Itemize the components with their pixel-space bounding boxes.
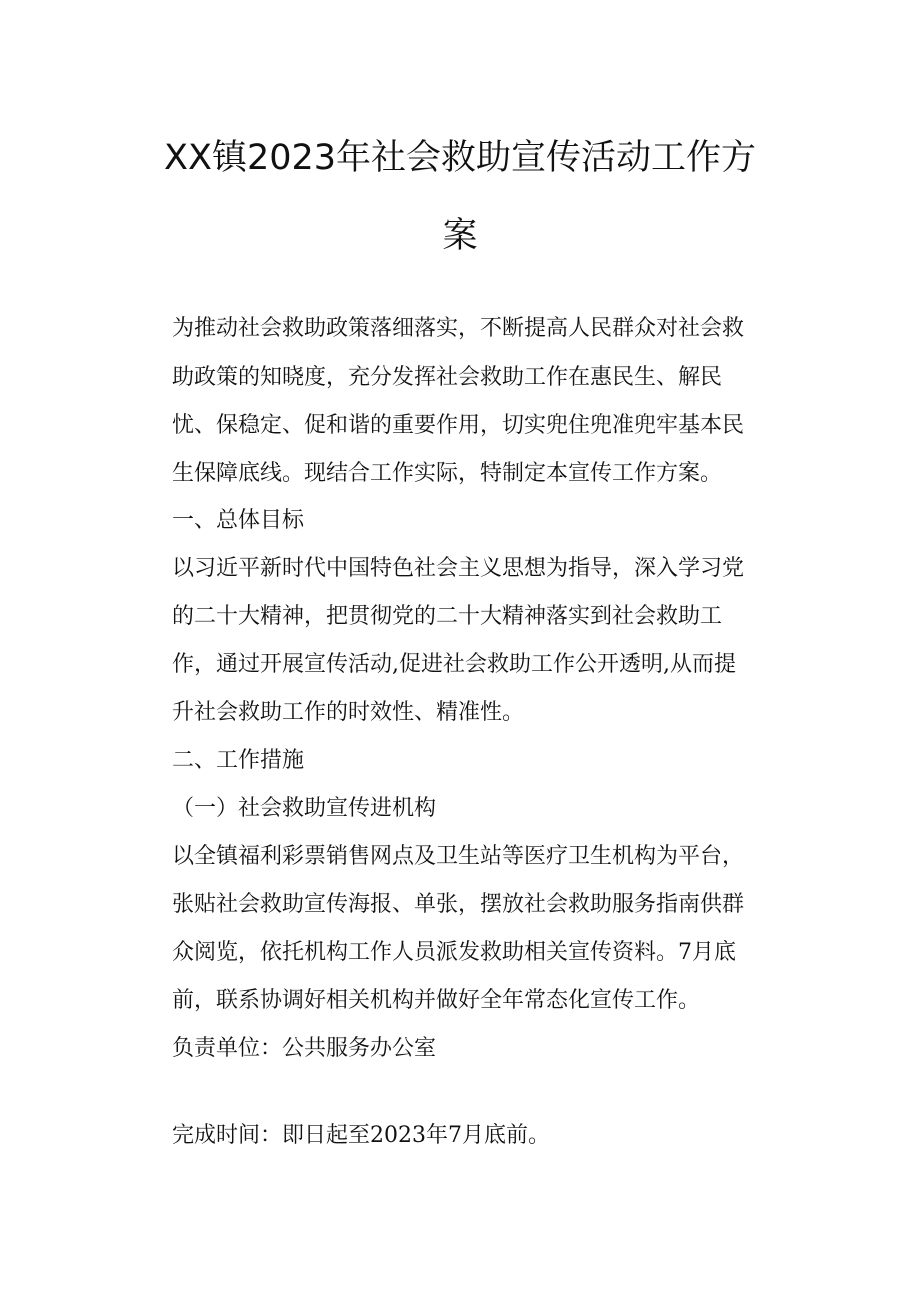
section-heading-measures: 二、工作措施 (172, 748, 305, 773)
document-title-line-1: XX镇2023年社会救助宣传活动工作方 (163, 138, 757, 178)
intro-paragraph-line-4: 生保障底线。现结合工作实际，特制定本宣传工作方案。 (172, 461, 723, 486)
intro-paragraph-line-3: 忧、保稳定、促和谐的重要作用，切实兜住兜准兜牢基本民 (172, 413, 745, 438)
goals-paragraph-line-3: 作，通过开展宣传活动,促进社会救助工作公开透明,从而提 (172, 652, 736, 677)
goals-paragraph-line-4: 升社会救助工作的时效性、精准性。 (172, 700, 525, 725)
intro-paragraph-line-1: 为推动社会救助政策落细落实，不断提高人民群众对社会救 (172, 316, 745, 341)
section-heading-goals: 一、总体目标 (172, 508, 305, 533)
subsection-heading-institutions: （一）社会救助宣传进机构 (172, 796, 437, 821)
goals-paragraph-line-2: 的二十大精神，把贯彻党的二十大精神落实到社会救助工 (172, 604, 723, 629)
completion-time: 完成时间：即日起至2023年7月底前。 (172, 1123, 550, 1148)
intro-paragraph-line-2: 助政策的知晓度，充分发挥社会救助工作在惠民生、解民 (172, 365, 723, 390)
goals-paragraph-line-1: 以习近平新时代中国特色社会主义思想为指导，深入学习党 (172, 556, 745, 581)
responsible-unit: 负责单位：公共服务办公室 (172, 1036, 437, 1061)
measures-paragraph-line-4: 前，联系协调好相关机构并做好全年常态化宣传工作。 (172, 988, 701, 1013)
measures-paragraph-line-2: 张贴社会救助宣传海报、单张，摆放社会救助服务指南供群 (172, 892, 745, 917)
measures-paragraph-line-3: 众阅览，依托机构工作人员派发救助相关宣传资料。7月底 (172, 940, 736, 965)
document-title-line-2: 案 (442, 216, 478, 256)
measures-paragraph-line-1: 以全镇福利彩票销售网点及卫生站等医疗卫生机构为平台， (172, 844, 745, 869)
